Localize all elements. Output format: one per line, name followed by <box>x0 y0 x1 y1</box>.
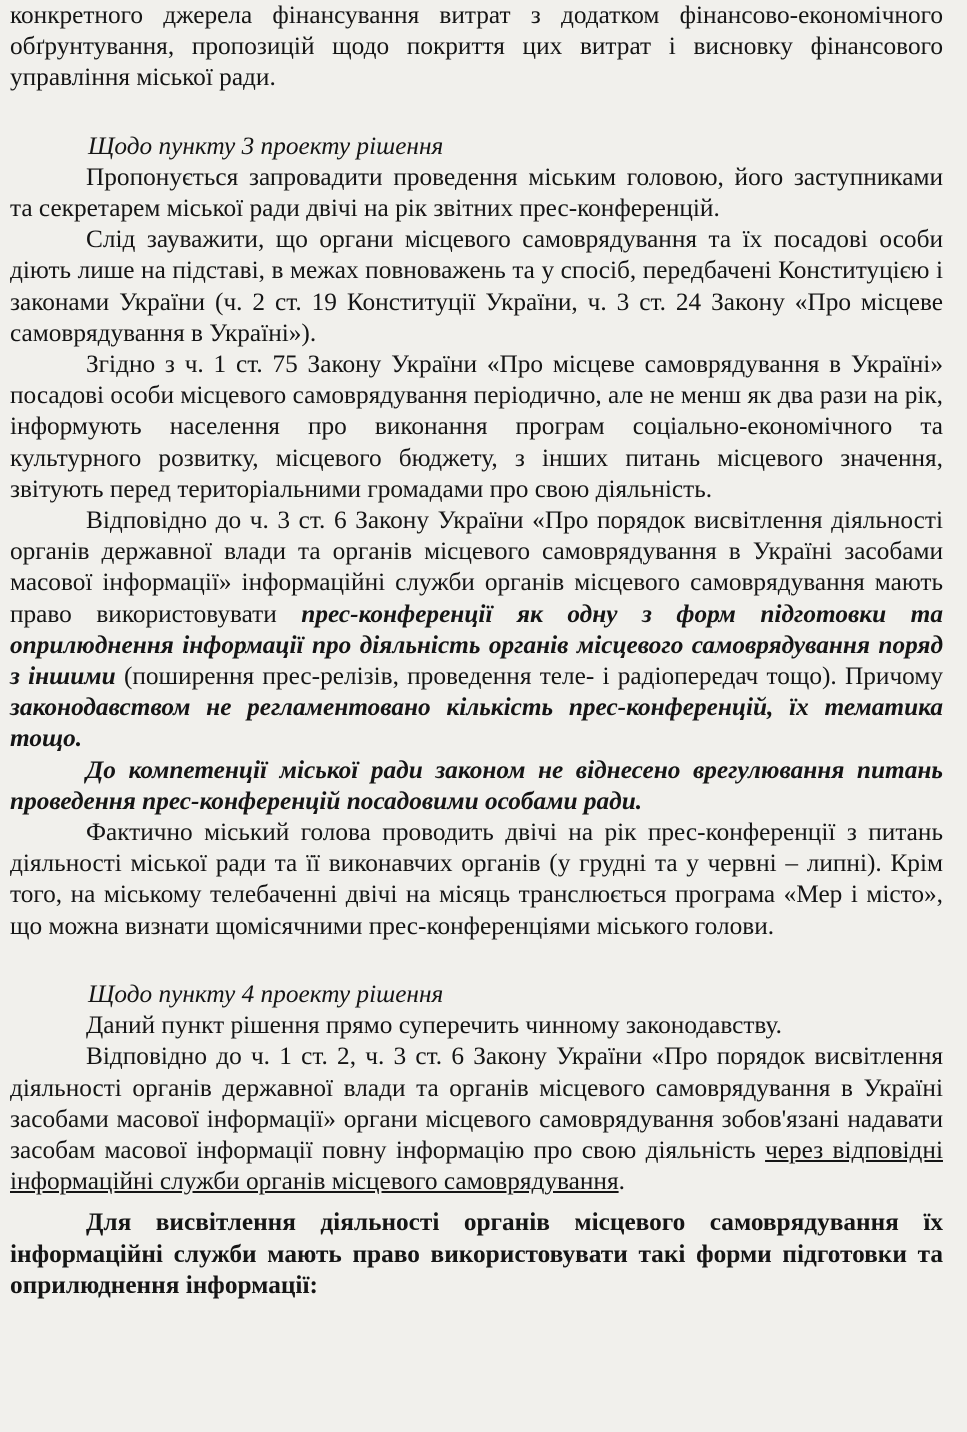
section-4-paragraph-2 <box>10 1041 943 1197</box>
paragraph-text: Відповідно до ч. 3 ст. 6 Закону України «Про порядок висвітлення діяльності органів державної влади та органів місцевого самоврядування в Україні засобами масової інформації» інформаційні служби органів місцевого самоврядування мають право використовувати <box>10 506 943 628</box>
underlined-text: через відповідні інформаційні служби органів місцевого самоврядування <box>10 1135 943 1196</box>
section-3-paragraph-1: Пропонується запровадити проведення міським головою, його заступниками та секретарем міської ради двічі на рік звітних прес-конференцій. <box>10 162 943 223</box>
section-3-paragraph-5: До компетенції міської ради законом не віднесено врегулювання питань проведення прес-конференцій посадовими особами ради. <box>10 755 943 815</box>
section-3-paragraph-6: Фактично міський голова проводить двічі на рік прес-конференції з питань діяльності міської ради та її виконавчих органів (у грудні та у червні – липні). Крім того, на міському телебаченні двічі на місяць транслюється програма «Мер і місто», що можна визнати щомісячними прес-конференціями міського голови. <box>10 818 943 940</box>
section-3-paragraph-3: Згідно з ч. 1 ст. 75 Закону України «Про місцеве самоврядування в Україні» посадові особи місцевого самоврядування періодично, але не менш як два рази на рік, інформують населення про виконання програм соціально-економічного та культурного розвитку, місцевого бюджету, з інших питань місцевого значення, звітують перед територіальними громадами про свою діяльність. <box>10 350 943 503</box>
section-3-paragraph-4 <box>10 505 943 755</box>
emphasis-text: прес-конференції як одну з форм підготовки та оприлюднення інформації про діяльність органів місцевого самоврядування поряд з іншими <box>10 599 943 691</box>
paragraph-text: Відповідно до ч. 1 ст. 2, ч. 3 ст. 6 Закону України «Про порядок висвітлення діяльності органів державної влади та органів місцевого самоврядування в Україні засобами масової інформації» органи місцевого самоврядування зобов'язані надавати засобам масової інформації повну інформацію про свою діяльність <box>10 1042 943 1164</box>
paragraph-text: . <box>618 1167 625 1196</box>
section-4-heading: Щодо пункту 4 проекту рішення <box>88 979 444 1008</box>
paragraph-text: (поширення прес-релізів, проведення теле- і радіопередач тощо). Причому <box>115 662 943 691</box>
opening-paragraph: конкретного джерела фінансування витрат з додатком фінансово-економічного обґрунтування, пропозицій щодо покриття цих витрат і висновку фінансового управління міської ради. <box>10 1 943 92</box>
section-3-heading: Щодо пункту 3 проекту рішення <box>88 131 444 160</box>
emphasis-text: законодавством не регламентовано кількість прес-конференцій, їх тематика тощо. <box>10 693 943 753</box>
section-3-paragraph-2: Слід зауважити, що органи місцевого самоврядування та їх посадові особи діють лише на підставі, в межах повноважень та у спосіб, передбачені Конституцією і законами України (ч. 2 ст. 19 Конституції України, ч. 3 ст. 24 Закону «Про місцеве самоврядування в Україні»). <box>10 225 943 347</box>
section-4-paragraph-1: Даний пункт рішення прямо суперечить чинному законодавству. <box>86 1011 782 1040</box>
section-4-paragraph-3: Для висвітлення діяльності органів місцевого самоврядування їх інформаційні служби мають право використовувати такі форми підготовки та оприлюднення інформації: <box>10 1208 943 1299</box>
